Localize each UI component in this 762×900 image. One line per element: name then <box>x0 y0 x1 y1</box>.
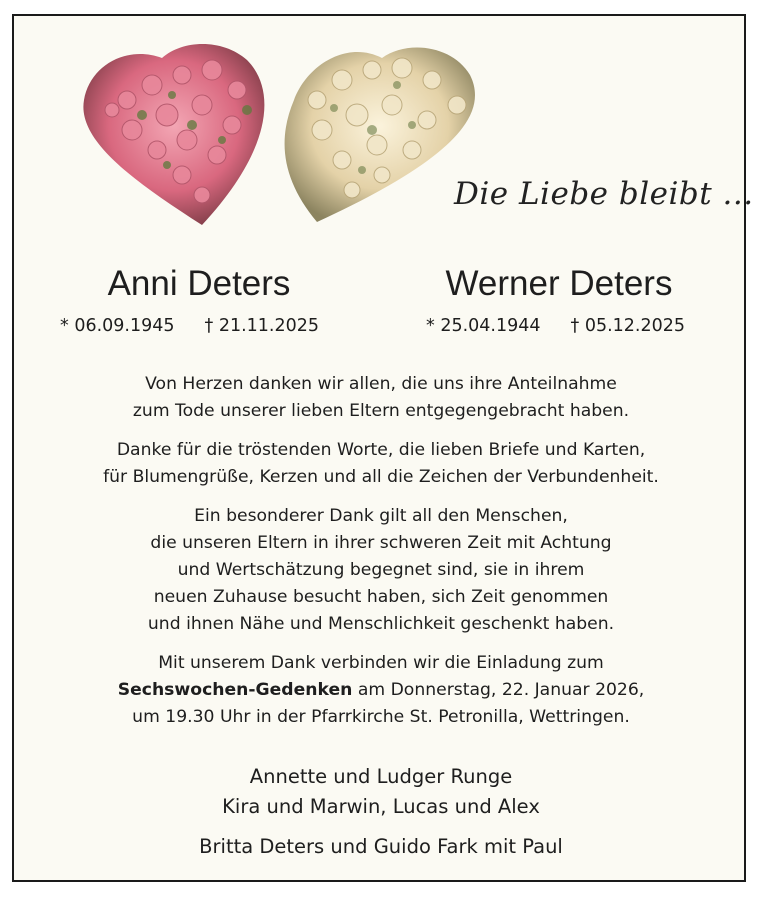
death-date-1: † 21.11.2025 <box>204 316 320 336</box>
text-line: Von Herzen danken wir allen, die uns ihre Anteilnahme <box>145 374 617 394</box>
signatures <box>34 762 728 862</box>
event-name: Sechswochen-Gedenken <box>117 680 353 700</box>
deceased-dates-1 <box>60 316 319 336</box>
text-line: die unseren Eltern in ihrer schweren Zeit mit Achtung <box>150 533 612 553</box>
text-line: und ihnen Nähe und Menschlichkeit geschenkt haben. <box>147 614 615 634</box>
deceased-dates-2 <box>426 316 685 336</box>
motto-script: Die Liebe bleibt ... <box>454 176 754 212</box>
event-date: am Donnerstag, 22. Januar 2026, <box>352 680 645 700</box>
birth-date-2: * 25.04.1944 <box>426 316 541 336</box>
text-line <box>34 677 728 704</box>
paragraph-1 <box>34 371 728 425</box>
text-line: für Blumengrüße, Kerzen und all die Zeichen der Verbundenheit. <box>103 467 659 487</box>
thanks-text <box>34 371 728 743</box>
text-line: Mit unserem Dank verbinden wir die Einladung zum <box>158 653 604 673</box>
signature-line: Kira und Marwin, Lucas und Alex <box>222 795 540 818</box>
text-line: Ein besonderer Dank gilt all den Menschen, <box>194 506 568 526</box>
text-line: um 19.30 Uhr in der Pfarrkirche St. Petronilla, Wettringen. <box>132 707 630 727</box>
text-line: neuen Zuhause besucht haben, sich Zeit genommen <box>153 587 609 607</box>
death-date-2: † 05.12.2025 <box>570 316 686 336</box>
text-line: zum Tode unserer lieben Eltern entgegengebracht haben. <box>132 401 630 421</box>
paragraph-2 <box>34 437 728 491</box>
birth-date-1: * 06.09.1945 <box>60 316 175 336</box>
flower-hearts-image <box>72 30 492 230</box>
obituary-notice <box>12 14 754 882</box>
deceased-name-2: Werner Deters <box>445 264 673 303</box>
signature-line: Annette und Ludger Runge <box>249 765 513 788</box>
text-line: und Wertschätzung begegnet sind, sie in ihrem <box>177 560 585 580</box>
paragraph-3 <box>34 503 728 638</box>
text-line: Danke für die tröstenden Worte, die lieben Briefe und Karten, <box>116 440 646 460</box>
deceased-name-1: Anni Deters <box>107 264 291 303</box>
signature-line: Britta Deters und Guido Fark mit Paul <box>199 835 563 858</box>
paragraph-4 <box>34 650 728 731</box>
